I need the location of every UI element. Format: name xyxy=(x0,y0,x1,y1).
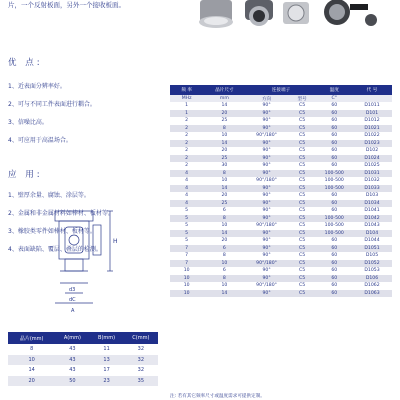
unit-cell: mm xyxy=(203,95,245,102)
table-row xyxy=(170,215,392,223)
table-cell: 25 xyxy=(203,200,245,208)
table-cell: 60 xyxy=(331,208,338,214)
table-cell: 1 xyxy=(170,110,203,118)
table-row xyxy=(170,185,392,193)
table-cell: 23 xyxy=(90,376,124,387)
table-cell: 90° xyxy=(262,208,271,214)
table-cell: 11 xyxy=(103,346,110,353)
dim-d3-label: d3 xyxy=(69,287,76,293)
col-header-frequency: 频 率 xyxy=(170,85,203,95)
table-cell: 10 xyxy=(183,283,190,289)
unit-cell: 方向 xyxy=(245,95,287,102)
table-cell: 20 xyxy=(8,376,55,387)
col-header: 晶片(mm) xyxy=(8,332,55,344)
table-cell: 90° xyxy=(245,290,287,298)
table-cell: 14 xyxy=(221,103,228,109)
advantages-heading: 优 点: xyxy=(8,58,43,68)
table-cell: 90° xyxy=(262,148,271,154)
table-cell: 25 xyxy=(221,118,228,124)
col-header: C(mm) xyxy=(124,332,158,344)
table-cell: 35 xyxy=(124,376,158,387)
table-row xyxy=(170,252,392,260)
table-cell: 100-500 xyxy=(317,170,353,178)
col-header: A(mm) xyxy=(55,332,89,344)
table-cell: C5 xyxy=(299,163,306,169)
table-cell: 90° xyxy=(262,163,271,169)
table-row xyxy=(170,290,392,298)
table-cell: 8 xyxy=(203,170,245,178)
table-cell: 6 xyxy=(222,268,226,274)
table-cell: 90° xyxy=(245,155,287,163)
table-cell: 8 xyxy=(222,253,226,259)
table-cell: D102 xyxy=(365,148,379,154)
table-row xyxy=(170,200,392,208)
product-photos xyxy=(145,0,380,40)
probe-photo-1 xyxy=(199,0,233,28)
table-cell: 90° xyxy=(245,170,287,178)
dim-dc-label: dC xyxy=(69,297,76,303)
table-cell: 60 xyxy=(317,260,353,268)
table-cell: 8 xyxy=(203,125,245,133)
table-cell: 8 xyxy=(203,215,245,223)
table-cell: 10 xyxy=(170,275,203,283)
table-cell: 13 xyxy=(90,355,124,366)
table-cell: C5 xyxy=(299,103,306,109)
table-cell: D103 xyxy=(365,193,379,199)
table-cell: D105 xyxy=(365,253,379,259)
table-cell: 4 xyxy=(170,170,203,178)
table-cell: D1011 xyxy=(364,103,380,109)
table-cell: 60 xyxy=(331,193,338,199)
table-cell: 14 xyxy=(203,185,245,193)
table-cell: C5 xyxy=(288,200,317,208)
table-cell: 90° xyxy=(262,238,271,244)
table-cell: 4 xyxy=(185,193,189,199)
table-cell: 90°/180° xyxy=(245,260,287,268)
table-cell: 60 xyxy=(317,110,353,118)
table-cell: 60 xyxy=(331,133,338,139)
probe-technical-drawing xyxy=(25,207,120,317)
table-cell: 60 xyxy=(331,103,338,109)
table-cell: D1033 xyxy=(352,185,392,193)
table-cell: C5 xyxy=(299,208,306,214)
table-cell: 5 xyxy=(170,230,203,238)
footnote: 注: 若有其它频率尺寸或温度需求可提供定制。 xyxy=(170,394,265,399)
table-cell: 60 xyxy=(317,290,353,298)
advantage-item: 3、信噪比高。 xyxy=(8,119,48,126)
table-cell: 20 xyxy=(203,110,245,118)
table-cell: 10 xyxy=(221,283,228,289)
table-cell: 60 xyxy=(331,268,338,274)
table-cell: 43 xyxy=(55,355,89,366)
table-cell: D1042 xyxy=(352,215,392,223)
table-row xyxy=(170,230,392,238)
table-cell: D1063 xyxy=(352,290,392,298)
table-cell: C5 xyxy=(288,155,317,163)
table-cell: 60 xyxy=(317,245,353,253)
table-cell: C5 xyxy=(299,253,306,259)
table-row xyxy=(170,275,392,283)
table-cell: 100-500 xyxy=(317,230,353,238)
table-row xyxy=(8,376,158,387)
table-cell: D1025 xyxy=(364,163,380,169)
table-cell: 90° xyxy=(262,103,271,109)
table-cell: 2 xyxy=(185,148,189,154)
table-cell: 10 xyxy=(203,260,245,268)
table-cell: 90° xyxy=(262,118,271,124)
table-cell: D1052 xyxy=(352,260,392,268)
table-cell: 60 xyxy=(317,155,353,163)
table-cell: 100-500 xyxy=(317,185,353,193)
probe-photo-3 xyxy=(283,2,309,24)
table-cell: 60 xyxy=(331,253,338,259)
table-cell: 14 xyxy=(203,140,245,148)
table-cell: 90° xyxy=(245,245,287,253)
table-cell: C5 xyxy=(299,223,306,229)
table-cell: 60 xyxy=(331,148,338,154)
table-cell: 90° xyxy=(262,193,271,199)
table-cell: 90° xyxy=(245,230,287,238)
table-cell: 100-500 xyxy=(324,223,344,229)
table-row xyxy=(170,140,392,148)
units-row xyxy=(170,95,392,102)
table-cell: D1051 xyxy=(352,245,392,253)
intro-text: 片，一个反射板面，另外一个接收板面。 xyxy=(8,1,125,9)
table-cell: C5 xyxy=(299,193,306,199)
table-cell: 32 xyxy=(124,355,158,366)
table-cell: 2 xyxy=(185,118,189,124)
table-cell: 10 xyxy=(221,178,228,184)
table-cell: D101 xyxy=(352,110,392,118)
advantage-item: 1、近表面分辨率好。 xyxy=(8,83,66,90)
table-cell: C5 xyxy=(288,290,317,298)
table-cell: C5 xyxy=(299,148,306,154)
col-header-connector: 连接端子 xyxy=(245,85,316,95)
table-cell: 20 xyxy=(221,193,228,199)
unit-cell: C° xyxy=(317,95,353,102)
table-cell: 10 xyxy=(221,133,228,139)
table-cell: 10 xyxy=(183,268,190,274)
unit-cell xyxy=(352,95,392,102)
table-cell: 90° xyxy=(262,268,271,274)
table-cell: 2 xyxy=(170,155,203,163)
table-cell: C5 xyxy=(288,170,317,178)
table-cell: 14 xyxy=(203,290,245,298)
table-cell: 60 xyxy=(331,283,338,289)
col-header-code: 代 号 xyxy=(352,85,392,95)
table-cell: 2 xyxy=(185,133,189,139)
table-cell: 90°/180° xyxy=(256,133,277,139)
table-cell: C5 xyxy=(288,110,317,118)
table-row xyxy=(170,155,392,163)
table-cell: 20 xyxy=(221,148,228,154)
table-cell: D1034 xyxy=(352,200,392,208)
table-row xyxy=(8,355,158,366)
table-cell: 10 xyxy=(8,355,55,366)
application-item: 4、表面缺陷、覆层、叠层的检测。 xyxy=(8,246,102,253)
specification-table xyxy=(170,85,392,297)
table-cell: 5 xyxy=(185,238,189,244)
table-cell: 25 xyxy=(203,155,245,163)
table-cell: 90° xyxy=(245,140,287,148)
table-cell: 7 xyxy=(185,253,189,259)
table-cell: 60 xyxy=(317,140,353,148)
table-cell: 90° xyxy=(262,253,271,259)
table-row xyxy=(170,117,392,125)
table-row xyxy=(170,245,392,253)
table-cell: 60 xyxy=(317,275,353,283)
table-cell: 2 xyxy=(185,163,189,169)
table-cell: D1021 xyxy=(352,125,392,133)
advantage-item: 4、可应用于高温场合。 xyxy=(8,137,72,144)
table-cell: 10 xyxy=(170,290,203,298)
table-row xyxy=(8,365,158,376)
table-cell: 60 xyxy=(317,125,353,133)
table-cell: 10 xyxy=(221,223,228,229)
table-cell: C5 xyxy=(299,238,306,244)
table-cell: D1044 xyxy=(364,238,380,244)
table-row xyxy=(170,207,392,215)
table-row xyxy=(170,177,392,185)
table-cell: 90° xyxy=(245,125,287,133)
table-cell: 90° xyxy=(245,185,287,193)
table-cell: 4 xyxy=(185,178,189,184)
table-cell: 2 xyxy=(170,125,203,133)
col-header: B(mm) xyxy=(90,332,124,344)
table-row xyxy=(170,125,392,133)
table-cell: C5 xyxy=(288,230,317,238)
table-cell: 90° xyxy=(245,275,287,283)
table-row xyxy=(170,222,392,230)
table-cell: D1023 xyxy=(352,140,392,148)
table-cell: 4 xyxy=(170,185,203,193)
table-cell: D1041 xyxy=(364,208,380,214)
table-cell: 60 xyxy=(331,118,338,124)
table-cell: 5 xyxy=(170,215,203,223)
table-cell: 6 xyxy=(222,208,226,214)
table-cell: C5 xyxy=(288,245,317,253)
table-cell: D104 xyxy=(352,230,392,238)
table-cell: D106 xyxy=(352,275,392,283)
table-cell: 5 xyxy=(185,223,189,229)
table-cell: D1024 xyxy=(352,155,392,163)
table-cell: 17 xyxy=(103,367,110,374)
table-cell: 1 xyxy=(185,103,189,109)
table-cell: C5 xyxy=(299,283,306,289)
table-cell: C5 xyxy=(288,125,317,133)
table-row xyxy=(170,110,392,118)
table-cell: C5 xyxy=(299,118,306,124)
table-cell: 60 xyxy=(331,163,338,169)
table-cell: 100-500 xyxy=(324,178,344,184)
table-cell: 60 xyxy=(317,200,353,208)
table-cell: C5 xyxy=(288,275,317,283)
table-row xyxy=(170,282,392,290)
table-cell: 50 xyxy=(55,376,89,387)
col-header-temperature: 温度 xyxy=(317,85,353,95)
unit-cell: 型号 xyxy=(288,95,317,102)
table-cell: 100-500 xyxy=(317,215,353,223)
table-cell: 5 xyxy=(185,208,189,214)
dim-h-label: H xyxy=(113,238,118,245)
table-cell: 4 xyxy=(170,200,203,208)
table-cell: D1062 xyxy=(364,283,380,289)
dim-a-label: A xyxy=(71,308,75,314)
table-cell: 6 xyxy=(203,245,245,253)
table-cell: 30 xyxy=(221,163,228,169)
table-cell: 90°/180° xyxy=(256,283,277,289)
table-row xyxy=(170,162,392,170)
table-cell: D1032 xyxy=(364,178,380,184)
table-cell: 14 xyxy=(203,230,245,238)
table-cell: 43 xyxy=(69,367,76,374)
table-row xyxy=(170,147,392,155)
table-cell: 7 xyxy=(170,245,203,253)
table-cell: 20 xyxy=(221,238,228,244)
table-cell: 90° xyxy=(245,110,287,118)
table-cell: 8 xyxy=(30,346,34,353)
table-cell: 7 xyxy=(170,260,203,268)
table-cell: 32 xyxy=(137,367,145,374)
applications-heading: 应 用: xyxy=(8,170,43,180)
table-cell: D1053 xyxy=(364,268,380,274)
table-row xyxy=(170,192,392,200)
dimensions-table xyxy=(8,332,158,386)
table-cell: C5 xyxy=(299,268,306,274)
unit-cell: MHz xyxy=(170,95,203,102)
table-cell: C5 xyxy=(288,215,317,223)
table-cell: 8 xyxy=(203,275,245,283)
table-cell: D1031 xyxy=(352,170,392,178)
table-cell: 90°/180° xyxy=(256,178,277,184)
table-row xyxy=(170,170,392,178)
col-header-crystal-size: 晶片尺寸 xyxy=(203,85,245,95)
table-cell: C5 xyxy=(299,178,306,184)
table-row xyxy=(170,102,392,110)
advantage-item: 2、可与不同工件表面进行耦合。 xyxy=(8,101,96,108)
table-cell: 90° xyxy=(245,215,287,223)
table-cell: C5 xyxy=(288,185,317,193)
table-row xyxy=(170,237,392,245)
table-cell: D1043 xyxy=(364,223,380,229)
application-item: 3、橡胶类零件如棒材、板材等。 xyxy=(8,228,96,235)
table-cell: C5 xyxy=(288,260,317,268)
application-item: 2、金属和非金属材料如棒材、板材等。 xyxy=(8,210,114,217)
table-cell: 60 xyxy=(331,238,338,244)
table-cell: D1012 xyxy=(364,118,380,124)
application-item: 1、壁厚余量、腐蚀、涂层等。 xyxy=(8,192,90,199)
table-row xyxy=(170,132,392,140)
table-cell: 32 xyxy=(137,346,145,353)
table-row xyxy=(170,260,392,268)
table-row xyxy=(170,267,392,275)
table-cell: 43 xyxy=(69,346,76,353)
table-cell: 14 xyxy=(28,367,35,374)
table-cell: C5 xyxy=(299,133,306,139)
table-row xyxy=(8,344,158,355)
table-cell: 90° xyxy=(245,200,287,208)
table-cell: C5 xyxy=(288,140,317,148)
table-cell: 90°/180° xyxy=(256,223,277,229)
table-cell: 2 xyxy=(170,140,203,148)
table-cell: D1022 xyxy=(364,133,380,139)
